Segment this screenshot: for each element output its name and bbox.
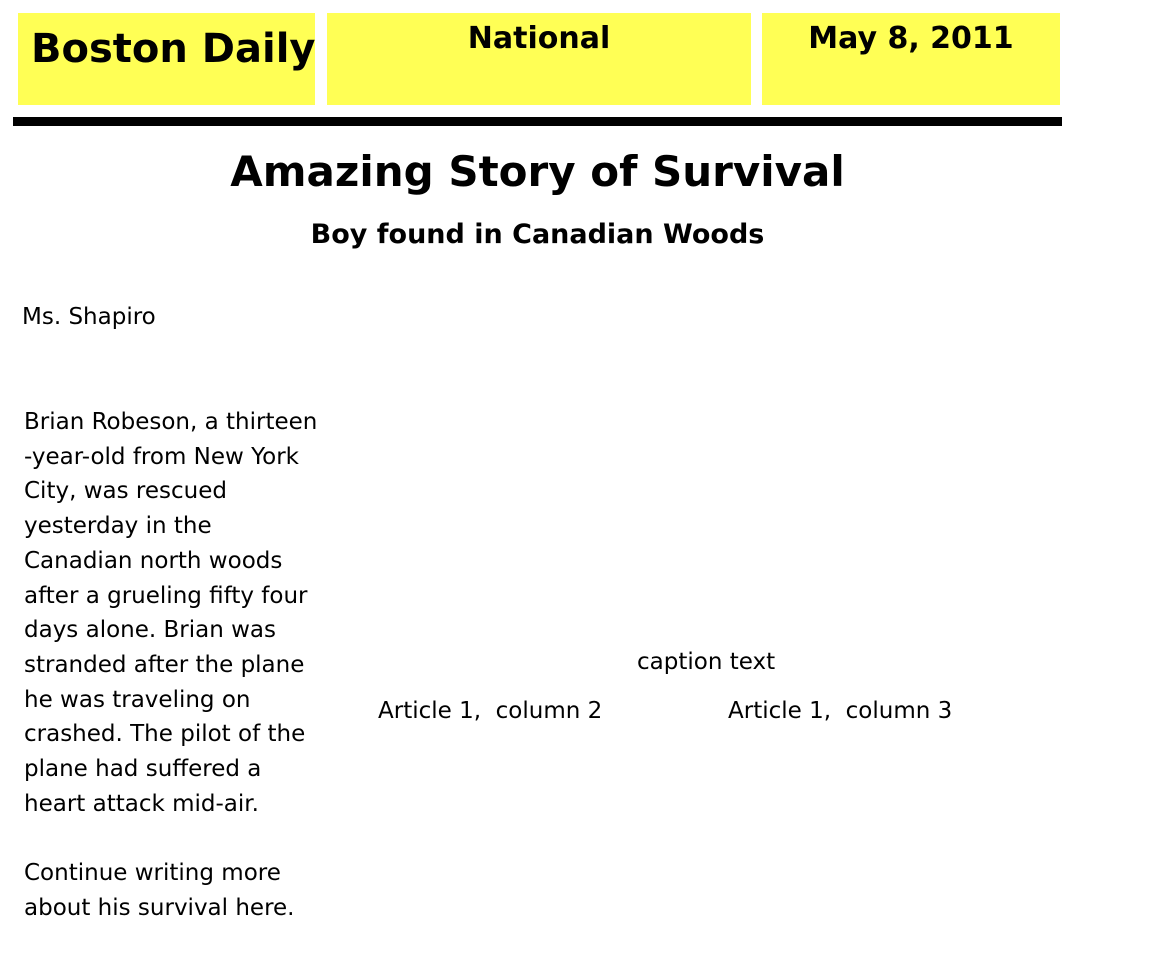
body-line: after a grueling fifty four bbox=[24, 582, 308, 609]
newspaper-name[interactable]: Boston Daily bbox=[31, 26, 316, 72]
body-line: about his survival here. bbox=[24, 894, 295, 921]
photo-caption[interactable]: caption text bbox=[637, 649, 776, 675]
body-line: Brian Robeson, a thirteen bbox=[24, 409, 318, 435]
body-line: City, was rescued bbox=[24, 478, 227, 505]
article-byline[interactable]: Ms. Shapiro bbox=[22, 304, 156, 330]
body-line: days alone. Brian was bbox=[24, 617, 277, 644]
masthead-date-box bbox=[762, 13, 1060, 105]
body-line: Canadian north woods bbox=[24, 547, 283, 574]
body-line: yesterday in the bbox=[24, 513, 212, 540]
body-line: he was traveling on bbox=[24, 686, 251, 713]
masthead-title-box bbox=[18, 13, 315, 105]
article-column-1[interactable] bbox=[24, 405, 344, 926]
article-column-3-placeholder[interactable]: Article 1, column 3 bbox=[728, 698, 953, 724]
masthead-section-box bbox=[327, 13, 751, 105]
issue-date[interactable]: May 8, 2011 bbox=[808, 21, 1014, 56]
article-subheadline[interactable]: Boy found in Canadian Woods bbox=[310, 219, 765, 250]
article-paragraph-1 bbox=[24, 405, 344, 821]
article-paragraph-2 bbox=[24, 856, 344, 925]
body-line: plane had suffered a bbox=[24, 756, 262, 783]
body-line: Continue writing more bbox=[24, 860, 281, 887]
article-column-2-placeholder[interactable]: Article 1, column 2 bbox=[378, 698, 603, 724]
section-label[interactable]: National bbox=[467, 21, 611, 56]
masthead-divider-rule bbox=[13, 117, 1062, 126]
article-headline[interactable]: Amazing Story of Survival bbox=[230, 147, 845, 196]
body-line: -year-old from New York bbox=[24, 443, 299, 470]
body-line: crashed. The pilot of the bbox=[24, 721, 306, 748]
body-line: heart attack mid-air. bbox=[24, 790, 259, 817]
body-line: stranded after the plane bbox=[24, 651, 305, 678]
